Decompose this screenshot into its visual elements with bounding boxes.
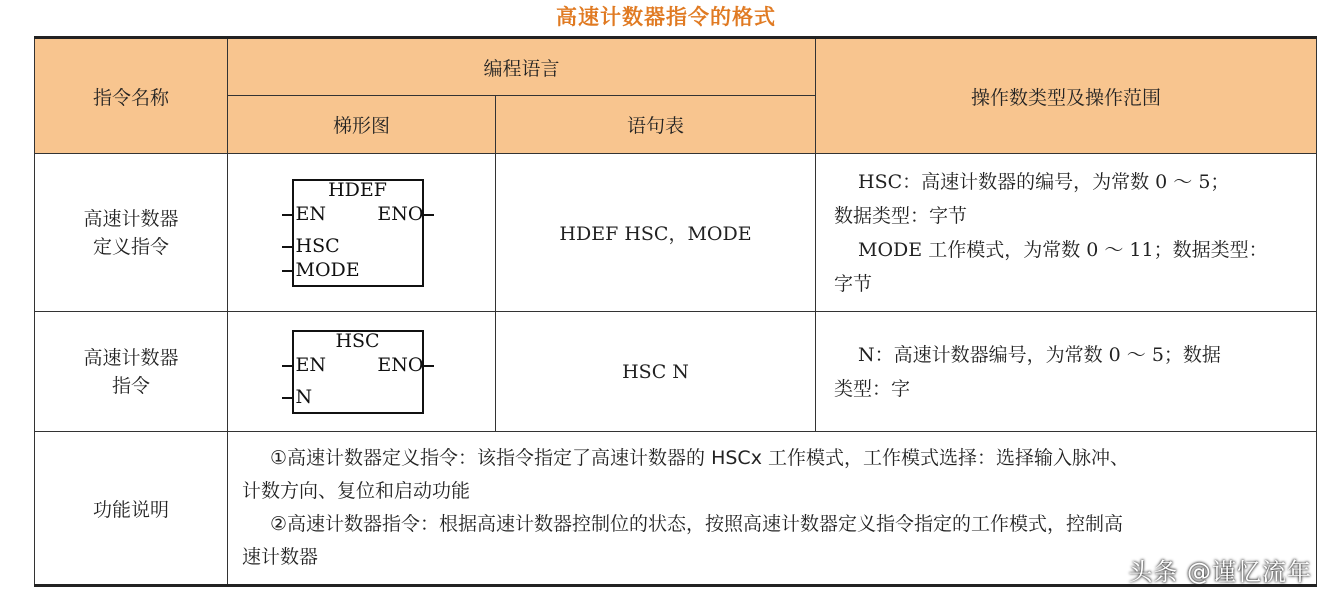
block-name: HSC bbox=[335, 329, 380, 352]
block-name: HDEF bbox=[328, 178, 387, 201]
description-line: ②高速计数器指令：根据高速计数器控制位的状态，按照高速计数器定义指令指定的工作模式，控制高 bbox=[270, 513, 1124, 535]
watermark-text: 头条 @谨忆流年 bbox=[1128, 558, 1312, 586]
header-instruction-name: 指令名称 bbox=[35, 38, 228, 154]
ladder-cell bbox=[228, 312, 496, 432]
instruction-name-cell bbox=[35, 154, 228, 312]
pin-mode: MODE bbox=[295, 258, 360, 281]
pin-line bbox=[424, 365, 434, 367]
header-ladder-diagram: 梯形图 bbox=[228, 96, 496, 154]
operand-line: HSC：高速计数器的编号，为常数 0 ～ 5； bbox=[858, 170, 1230, 193]
operand-line: MODE 工作模式，为常数 0 ～ 11；数据类型： bbox=[858, 238, 1268, 261]
operand-line: 数据类型：字节 bbox=[834, 204, 968, 227]
pin-line bbox=[282, 365, 292, 367]
instruction-format-table bbox=[34, 36, 1317, 587]
pin-line bbox=[424, 214, 434, 216]
pin-hsc: HSC bbox=[295, 234, 340, 257]
pin-line bbox=[282, 397, 292, 399]
table-title: 高速计数器指令的格式 bbox=[556, 5, 776, 29]
pin-eno: ENO bbox=[377, 353, 424, 376]
pin-line bbox=[282, 270, 292, 272]
pin-en: EN bbox=[295, 353, 326, 376]
description-line: 速计数器 bbox=[242, 546, 319, 568]
pin-eno: ENO bbox=[377, 202, 424, 225]
description-line: ①高速计数器定义指令：该指令指定了高速计数器的 HSCx 工作模式，工作模式选择：选择输入脉冲、 bbox=[270, 447, 1129, 469]
statement-list-cell: HSC N bbox=[496, 312, 816, 432]
table-row bbox=[35, 312, 1317, 432]
header-statement-list: 语句表 bbox=[496, 96, 816, 154]
statement-list-cell: HDEF HSC，MODE bbox=[496, 154, 816, 312]
hsc-ladder-block bbox=[282, 330, 442, 414]
instruction-name-line: 指令 bbox=[111, 374, 150, 397]
pin-line bbox=[282, 246, 292, 248]
description-line: 计数方向、复位和启动功能 bbox=[242, 480, 471, 502]
table-row bbox=[35, 154, 1317, 312]
instruction-name-line: 高速计数器 bbox=[83, 207, 179, 230]
hdef-ladder-block bbox=[282, 179, 442, 287]
instruction-name-line: 高速计数器 bbox=[83, 346, 179, 369]
operand-line: 类型：字 bbox=[834, 377, 911, 400]
operands-cell bbox=[816, 312, 1317, 432]
instruction-name-cell bbox=[35, 312, 228, 432]
operands-cell bbox=[816, 154, 1317, 312]
operand-line: N：高速计数器编号，为常数 0 ～ 5；数据 bbox=[858, 343, 1221, 366]
pin-n: N bbox=[295, 385, 313, 408]
pin-line bbox=[282, 214, 292, 216]
instruction-name-line: 定义指令 bbox=[92, 235, 169, 258]
ladder-cell bbox=[228, 154, 496, 312]
function-label: 功能说明 bbox=[35, 432, 228, 586]
header-programming-language: 编程语言 bbox=[228, 38, 816, 96]
table-row bbox=[35, 432, 1317, 586]
header-operand-types: 操作数类型及操作范围 bbox=[816, 38, 1317, 154]
pin-en: EN bbox=[295, 202, 326, 225]
operand-line: 字节 bbox=[834, 272, 873, 295]
